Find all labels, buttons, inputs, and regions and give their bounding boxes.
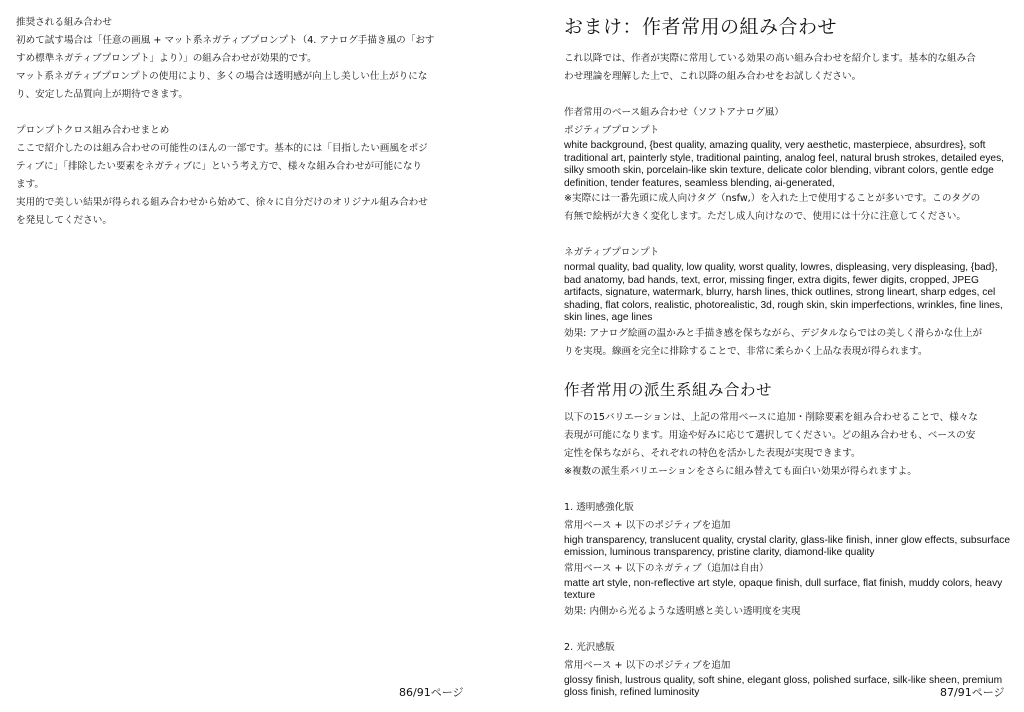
summary-line: を発見してください。 bbox=[16, 215, 112, 226]
effect-line: 効果: アナログ絵画の温かみと手描き感を保ちながら、デジタルならではの美しく滑らかな仕上が bbox=[564, 327, 983, 339]
prompt-line: skin lines, age lines bbox=[564, 312, 653, 323]
prompt-line: shading, flat colors, realistic, photorealistic, 3d, rough skin, skin imperfections, wrinkles, fine lines, bbox=[564, 299, 1003, 311]
prompt-line: high transparency, translucent quality, crystal clarity, glass-like finish, inner glow effects, subsurface bbox=[564, 534, 1010, 546]
prompt-line: normal quality, bad quality, low quality, worst quality, lowres, displeasing, very displeasing, {bad}, bbox=[564, 262, 998, 273]
prompt-line: bad anatomy, bad hands, text, error, missing finger, extra digits, fewer digits, cropped, JPEG bbox=[564, 274, 979, 286]
section-title: 作者常用の派生系組み合わせ bbox=[564, 380, 773, 399]
section-intro-line: 以下の15バリエーションは、上記の常用ベースに追加・削除要素を組み合わせることで、様々な bbox=[564, 411, 978, 423]
prompt-line: emission, luminous transparency, pristine clarity, diamond-like quality bbox=[564, 547, 875, 558]
recommended-line: り、安定した品質向上が期待できます。 bbox=[16, 89, 188, 100]
prompt-line: artifacts, signature, watermark, blurry, harsh lines, thick outlines, strong lineart, sharp edges, cel bbox=[564, 287, 996, 298]
variation-1 bbox=[564, 499, 1010, 621]
prompt-line: silky smooth skin, porcelain-like skin texture, delicate color blending, vibrant colors, gentle edge bbox=[564, 165, 994, 176]
prompt-line: glossy finish, lustrous quality, soft shine, elegant gloss, polished surface, silk-like sheen, premium bbox=[564, 674, 1003, 686]
note-line: 有無で絵柄が大きく変化します。ただし成人向けなので、使用には十分に注意してください。 bbox=[564, 211, 966, 222]
effect-line: りを実現。線画を完全に排除することで、非常に柔らかく上品な表現が得られます。 bbox=[564, 345, 928, 357]
summary-line: ここで紹介したのは組み合わせの可能性のほんの一部です。基本的には「目指したい画風をポジ bbox=[16, 143, 428, 154]
summary-line: ます。 bbox=[16, 179, 45, 190]
recommended-combination-section bbox=[16, 14, 472, 104]
variation-positive-label: 常用ベース + 以下のポジティブを追加 bbox=[564, 519, 731, 531]
intro-line: これ以降では、作者が実際に常用している効果の高い組み合わせを紹介します。基本的な組み合 bbox=[564, 53, 976, 64]
right-page bbox=[512, 0, 1024, 712]
summary-line: 実用的で美しい結果が得られる組み合わせから始めて、徐々に自分だけのオリジナル組み合わせ bbox=[16, 197, 428, 208]
variation-title: 2. 光沢感版 bbox=[564, 641, 615, 653]
recommended-line: マット系ネガティブプロンプトの使用により、多くの場合は透明感が向上し美しい仕上がりにな bbox=[16, 71, 428, 82]
intro-line: わせ理論を理解した上で、これ以降の組み合わせをお試しください。 bbox=[564, 71, 862, 82]
section-intro-line: 定性を保ちながら、それぞれの特色を活かした表現が実現できます。 bbox=[564, 447, 861, 459]
summary-heading: プロンプトクロス組み合わせまとめ bbox=[16, 125, 170, 136]
recommended-heading: 推奨される組み合わせ bbox=[16, 17, 112, 28]
page-number-left: 86/91ページ bbox=[399, 686, 464, 699]
note-line: ※実際には一番先頭に成人向けタグ（nsfw,）を入れた上で使用することが多いです。このタグの bbox=[564, 193, 981, 204]
positive-label: ポジティブプロンプト bbox=[564, 125, 660, 136]
variation-effect: 効果: 内側から光るような透明感と美しい透明度を実現 bbox=[564, 605, 801, 617]
section-intro-line: 表現が可能になります。用途や好みに応じて選択してください。どの組み合わせも、ベースの安 bbox=[564, 429, 976, 441]
summary-line: ティブに」「排除したい要素をネガティブに」という考え方で、様々な組み合わせが可能になり bbox=[16, 161, 423, 172]
negative-label: ネガティブプロンプト bbox=[564, 247, 660, 258]
page-number-right: 87/91ページ bbox=[940, 686, 1005, 699]
negative-prompt bbox=[564, 262, 1010, 325]
base-heading: 作者常用のベース組み合わせ（ソフトアナログ風） bbox=[564, 107, 784, 118]
prompt-line: gloss finish, refined luminosity bbox=[564, 687, 700, 698]
recommended-line: すめ標準ネガティブプロンプト」より）」の組み合わせが効果的です。 bbox=[16, 53, 317, 64]
page-title: おまけ：作者常用の組み合わせ bbox=[564, 16, 838, 38]
variation-positive-label: 常用ベース + 以下のポジティブを追加 bbox=[564, 659, 731, 671]
prompt-line: traditional art, painterly style, traditional painting, analog feel, natural brush strokes, detailed eyes, bbox=[564, 152, 1005, 164]
prompt-line: matte art style, non-reflective art style, opaque finish, dull surface, flat finish, muddy colors, heavy bbox=[564, 577, 1003, 589]
section-intro-line: ※複数の派生系バリエーションをさらに組み替えても面白い効果が得られますよ。 bbox=[564, 465, 917, 477]
prompt-line: definition, tender features, seamless blending, ai-generated, bbox=[564, 177, 835, 189]
positive-prompt bbox=[564, 140, 1010, 190]
prompt-line: texture bbox=[564, 590, 596, 601]
summary-section bbox=[16, 122, 472, 230]
variation-title: 1. 透明感強化版 bbox=[564, 501, 634, 513]
prompt-line: white background, {best quality, amazing quality, very aesthetic, masterpiece, absurdres}, soft bbox=[564, 140, 986, 151]
variation-negative-label: 常用ベース + 以下のネガティブ（追加は自由） bbox=[564, 562, 769, 574]
recommended-line: 初めて試す場合は「任意の画風 + マット系ネガティブプロンプト（4. アナログ手描き風の「おす bbox=[16, 35, 435, 46]
